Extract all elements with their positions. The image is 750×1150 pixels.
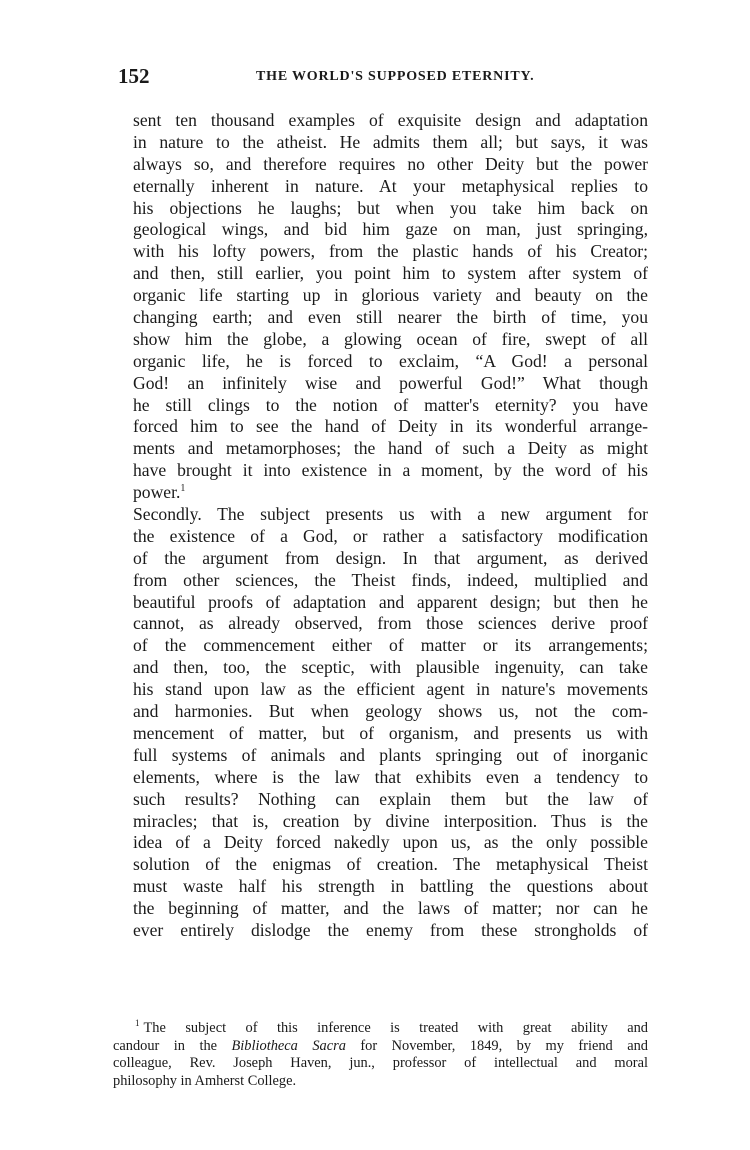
text-line: he still clings to the notion of matter's eternity? you have [133,394,648,415]
text-line: ever entirely dislodge the enemy from these strongholds of [133,919,648,940]
text-line: must waste half his strength in battling the questions about [133,876,648,897]
text-line: in nature to the atheist. He admits them all; but says, it was [133,131,648,152]
text-line: cannot, as already observed, from those sciences derive proof [133,613,648,634]
text-line: idea of a Deity forced nakedly upon us, as the only possible [133,832,648,853]
text-line: the beginning of matter, and the laws of matter; nor can he [133,898,648,919]
text-line: changing earth; and even still nearer the birth of time, you [133,307,648,328]
text-line: Secondly. The subject presents us with a new argument for [133,504,648,525]
footnote [113,1020,648,1090]
footnote-journal-title: Bibliotheca Sacra [231,1037,346,1054]
footnote-reference: 1 [180,483,186,495]
footnote-line-1 [113,1020,648,1038]
text-line: full systems of animals and plants springing out of inorganic [133,744,648,765]
text-line: his stand upon law as the efficient agent in nature's movements [133,679,648,700]
text-line: elements, where is the law that exhibits even a tendency to [133,766,648,787]
text-line: and harmonies. But when geology shows us, not the com- [133,701,648,722]
text-line: God! an infinitely wise and powerful God!” What though [133,372,648,393]
text-line: organic life, he is forced to exclaim, “A God! a personal [133,350,648,371]
paragraph-1-last-line [133,482,648,504]
text-line: of the argument from design. In that argument, as derived [133,547,648,568]
paragraph-1 [133,110,648,482]
text-line: eternally inherent in nature. At your metaphysical replies to [133,175,648,196]
text-line: always so, and therefore requires no other Deity but the power [133,153,648,174]
text-line: sent ten thousand examples of exquisite design and adaptation [133,110,648,130]
text-line: have brought it into existence in a moment, by the word of his [133,460,648,481]
text-line: geological wings, and bid him gaze on man, just springing, [133,219,648,240]
page-number: 152 [118,64,150,88]
text-line: ments and metamorphoses; the hand of such a Deity as might [133,438,648,459]
text-line: mencement of matter, but of organism, and presents us with [133,722,648,743]
text-line: forced him to see the hand of Deity in its wonderful arrange- [133,416,648,437]
text-line: of the commencement either of matter or its arrangements; [133,635,648,656]
text-line: solution of the enigmas of creation. The metaphysical Theist [133,854,648,875]
page-header [118,64,648,88]
footnote-line-4: philosophy in Amherst College. [113,1072,297,1089]
text-line: miracles; that is, creation by divine interposition. Thus is the [133,810,648,831]
text-line: such results? Nothing can explain them but the law of [133,788,648,809]
text-line: organic life starting up in glorious variety and beauty on the [133,285,648,306]
text-line: show him the globe, a glowing ocean of fire, swept of all [133,328,648,349]
text-line: with his lofty powers, from the plastic hands of his Creator; [133,241,648,262]
body-text [133,110,648,942]
text-line: and then, still earlier, you point him to system after system of [133,263,648,284]
running-head: THE WORLD'S SUPPOSED ETERNITY. [256,69,535,84]
footnote-text-1: The subject of this inference is treated with great ability and [143,1020,648,1036]
footnote-marker: 1 [135,1018,140,1029]
text-line: his objections he laughs; but when you take him back on [133,197,648,218]
footnote-text-2a: candour in the [113,1037,232,1054]
footnote-line-2 [113,1038,648,1056]
footnote-line-3: colleague, Rev. Joseph Haven, jun., professor of intellectual and moral [113,1055,648,1072]
last-line-text: power. [133,482,181,503]
text-line: and then, too, the sceptic, with plausible ingenuity, can take [133,657,648,678]
text-line: from other sciences, the Theist finds, indeed, multiplied and [133,569,648,590]
text-line: beautiful proofs of adaptation and apparent design; but then he [133,591,648,612]
text-line: the existence of a God, or rather a satisfactory modification [133,525,648,546]
footnote-text-2b: for November, 1849, by my friend and [345,1037,648,1054]
paragraph-2 [133,504,648,942]
